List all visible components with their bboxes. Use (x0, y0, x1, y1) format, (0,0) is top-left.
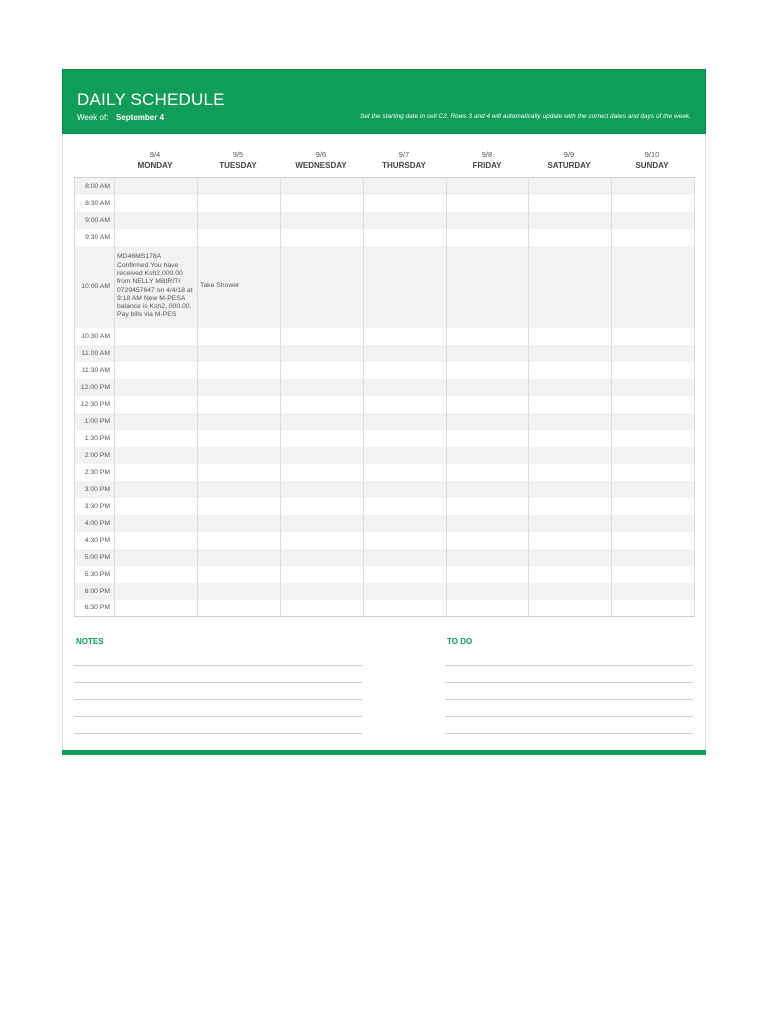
schedule-cell[interactable] (447, 600, 529, 617)
schedule-cell[interactable] (612, 515, 695, 532)
schedule-cell[interactable] (281, 328, 364, 345)
schedule-cell[interactable] (364, 229, 447, 246)
schedule-cell[interactable] (447, 195, 529, 212)
schedule-cell[interactable] (364, 549, 447, 566)
day-header-saturday (528, 150, 610, 172)
schedule-cell[interactable] (364, 515, 447, 532)
schedule-cell[interactable] (198, 583, 281, 600)
day-name: SUNDAY (635, 161, 669, 170)
schedule-cell[interactable] (198, 379, 281, 396)
schedule-cell[interactable] (281, 447, 364, 464)
schedule-cell[interactable] (612, 362, 695, 379)
day-name: SATURDAY (547, 161, 591, 170)
schedule-cell[interactable] (612, 413, 695, 430)
schedule-cell[interactable] (529, 212, 612, 229)
schedule-cell[interactable] (612, 430, 695, 447)
schedule-cell[interactable] (529, 379, 612, 396)
time-label: 8:30 AM (75, 195, 115, 212)
schedule-cell[interactable] (115, 566, 198, 583)
day-date: 9/7 (398, 150, 410, 159)
time-row (75, 379, 695, 396)
schedule-cell[interactable] (529, 229, 612, 246)
day-header-tuesday (197, 150, 279, 172)
time-row (75, 246, 695, 328)
schedule-cell[interactable] (198, 447, 281, 464)
schedule-cell[interactable] (198, 195, 281, 212)
day-header-thursday (363, 150, 445, 172)
notes-line[interactable] (74, 716, 362, 717)
time-label: 2:00 PM (75, 447, 115, 464)
schedule-cell[interactable] (281, 246, 364, 328)
schedule-cell[interactable] (364, 566, 447, 583)
schedule-cell[interactable] (281, 600, 364, 617)
schedule-cell[interactable] (447, 464, 529, 481)
todo-line[interactable] (445, 665, 693, 666)
schedule-cell[interactable] (612, 481, 695, 498)
time-row (75, 464, 695, 481)
time-row (75, 549, 695, 566)
schedule-cell[interactable] (447, 246, 529, 328)
schedule-cell[interactable] (612, 498, 695, 515)
schedule-cell[interactable]: Take Shower (198, 246, 281, 328)
time-label: 10:30 AM (75, 328, 115, 345)
schedule-cell[interactable] (364, 396, 447, 413)
schedule-cell[interactable] (612, 229, 695, 246)
day-header-friday (446, 150, 528, 172)
time-row (75, 178, 695, 195)
time-label: 3:00 PM (75, 481, 115, 498)
day-date: 9/6 (315, 150, 327, 159)
day-header-monday (114, 150, 196, 172)
instruction-text: Set the starting date in cell C2. Rows 3 and 4 will automatically update with the correct dates and days of the week. (360, 113, 691, 120)
time-row (75, 532, 695, 549)
schedule-cell[interactable] (115, 430, 198, 447)
schedule-cell[interactable] (281, 549, 364, 566)
schedule-cell[interactable] (612, 396, 695, 413)
schedule-cell[interactable] (281, 515, 364, 532)
day-header-sunday (611, 150, 693, 172)
schedule-grid (74, 177, 695, 617)
schedule-cell[interactable] (115, 396, 198, 413)
schedule-cell[interactable] (364, 430, 447, 447)
time-row (75, 229, 695, 246)
schedule-cell[interactable] (612, 246, 695, 328)
day-date: 9/5 (232, 150, 244, 159)
todo-line[interactable] (445, 682, 693, 683)
schedule-cell[interactable] (198, 362, 281, 379)
schedule-cell[interactable] (364, 583, 447, 600)
schedule-cell[interactable] (529, 178, 612, 195)
schedule-cell[interactable] (364, 362, 447, 379)
schedule-cell[interactable] (529, 600, 612, 617)
schedule-cell[interactable] (281, 430, 364, 447)
schedule-cell[interactable] (198, 178, 281, 195)
schedule-cell[interactable] (198, 345, 281, 362)
schedule-cell[interactable] (612, 328, 695, 345)
day-date: 9/4 (149, 150, 161, 159)
schedule-cell[interactable] (281, 212, 364, 229)
schedule-cell[interactable] (281, 396, 364, 413)
schedule-cell[interactable] (447, 212, 529, 229)
schedule-cell[interactable] (198, 464, 281, 481)
time-label: 1:30 PM (75, 430, 115, 447)
schedule-cell[interactable] (364, 195, 447, 212)
day-name: MONDAY (137, 161, 173, 170)
time-row (75, 498, 695, 515)
schedule-cell[interactable] (364, 498, 447, 515)
day-date: 9/8 (481, 150, 493, 159)
time-label: 9:00 AM (75, 212, 115, 229)
schedule-cell[interactable] (115, 464, 198, 481)
schedule-cell[interactable] (447, 566, 529, 583)
schedule-cell[interactable] (115, 498, 198, 515)
schedule-cell[interactable] (529, 362, 612, 379)
notes-line[interactable] (74, 682, 362, 683)
time-label: 5:30 PM (75, 566, 115, 583)
schedule-cell[interactable] (447, 515, 529, 532)
time-row (75, 515, 695, 532)
schedule-cell[interactable] (198, 532, 281, 549)
time-label: 12:30 PM (75, 396, 115, 413)
schedule-cell[interactable] (198, 413, 281, 430)
schedule-cell[interactable] (529, 396, 612, 413)
time-label: 4:30 PM (75, 532, 115, 549)
schedule-cell[interactable] (612, 379, 695, 396)
schedule-cell[interactable] (529, 498, 612, 515)
schedule-cell[interactable] (281, 195, 364, 212)
schedule-cell[interactable] (115, 379, 198, 396)
time-row (75, 396, 695, 413)
time-label: 6:00 PM (75, 583, 115, 600)
schedule-cell[interactable] (115, 447, 198, 464)
schedule-cell[interactable] (612, 583, 695, 600)
schedule-cell[interactable] (115, 481, 198, 498)
schedule-cell[interactable] (115, 600, 198, 617)
schedule-cell[interactable] (529, 532, 612, 549)
schedule-cell[interactable] (447, 229, 529, 246)
schedule-cell[interactable] (447, 447, 529, 464)
schedule-cell[interactable] (198, 549, 281, 566)
schedule-cell[interactable] (198, 498, 281, 515)
schedule-cell[interactable] (281, 229, 364, 246)
schedule-cell[interactable] (529, 430, 612, 447)
schedule-cell[interactable] (281, 566, 364, 583)
schedule-cell[interactable] (447, 532, 529, 549)
time-row (75, 600, 695, 617)
schedule-cell[interactable] (364, 212, 447, 229)
schedule-cell[interactable] (364, 481, 447, 498)
schedule-cell[interactable] (612, 178, 695, 195)
time-label: 11:00 AM (75, 345, 115, 362)
schedule-cell[interactable] (281, 481, 364, 498)
schedule-cell[interactable] (115, 229, 198, 246)
time-row (75, 583, 695, 600)
schedule-cell[interactable] (115, 328, 198, 345)
schedule-cell[interactable] (529, 464, 612, 481)
schedule-cell[interactable] (198, 396, 281, 413)
schedule-cell[interactable] (115, 362, 198, 379)
schedule-cell[interactable] (115, 212, 198, 229)
time-row (75, 566, 695, 583)
time-label: 12:00 PM (75, 379, 115, 396)
schedule-cell[interactable] (281, 178, 364, 195)
week-of-label: Week of: (77, 113, 109, 122)
schedule-cell[interactable] (281, 583, 364, 600)
schedule-cell[interactable] (529, 583, 612, 600)
schedule-cell[interactable] (364, 447, 447, 464)
time-row (75, 345, 695, 362)
todo-title: TO DO (447, 637, 473, 646)
day-name: TUESDAY (219, 161, 257, 170)
schedule-cell[interactable] (612, 447, 695, 464)
time-label: 5:00 PM (75, 549, 115, 566)
time-label: 11:30 AM (75, 362, 115, 379)
time-label: 3:30 PM (75, 498, 115, 515)
schedule-cell[interactable] (529, 246, 612, 328)
schedule-cell[interactable] (447, 379, 529, 396)
schedule-cell[interactable] (198, 430, 281, 447)
schedule-cell[interactable] (447, 583, 529, 600)
time-row (75, 481, 695, 498)
schedule-cell[interactable] (529, 345, 612, 362)
schedule-cell[interactable] (115, 532, 198, 549)
schedule-cell[interactable] (281, 498, 364, 515)
schedule-cell[interactable] (281, 362, 364, 379)
schedule-cell[interactable] (447, 498, 529, 515)
todo-line[interactable] (445, 733, 693, 734)
todo-line[interactable] (445, 699, 693, 700)
notes-line[interactable] (74, 699, 362, 700)
schedule-cell[interactable] (447, 430, 529, 447)
schedule-cell[interactable] (198, 600, 281, 617)
schedule-cell[interactable] (198, 328, 281, 345)
notes-title: NOTES (76, 637, 104, 646)
schedule-cell[interactable] (115, 549, 198, 566)
schedule-cell[interactable] (529, 413, 612, 430)
time-label: 6:30 PM (75, 600, 115, 617)
schedule-cell[interactable] (115, 195, 198, 212)
schedule-cell[interactable] (115, 413, 198, 430)
schedule-cell[interactable] (529, 328, 612, 345)
time-row (75, 212, 695, 229)
schedule-cell[interactable] (198, 212, 281, 229)
time-row (75, 430, 695, 447)
schedule-cell[interactable] (364, 379, 447, 396)
schedule-cell[interactable] (447, 345, 529, 362)
schedule-cell[interactable] (529, 481, 612, 498)
schedule-cell[interactable] (198, 515, 281, 532)
day-header-wednesday (280, 150, 362, 172)
time-row (75, 362, 695, 379)
schedule-cell[interactable] (447, 481, 529, 498)
schedule-cell[interactable] (364, 413, 447, 430)
schedule-cell[interactable] (447, 549, 529, 566)
todo-line[interactable] (445, 716, 693, 717)
time-label: 2:30 PM (75, 464, 115, 481)
time-label: 4:00 PM (75, 515, 115, 532)
schedule-cell[interactable] (612, 532, 695, 549)
schedule-cell[interactable] (364, 178, 447, 195)
time-label: 8:00 AM (75, 178, 115, 195)
schedule-cell[interactable] (612, 464, 695, 481)
schedule-cell[interactable] (364, 532, 447, 549)
schedule-cell[interactable] (281, 532, 364, 549)
schedule-cell[interactable] (612, 212, 695, 229)
day-date: 9/9 (563, 150, 575, 159)
schedule-cell[interactable] (447, 178, 529, 195)
header-band (62, 69, 706, 134)
schedule-cell[interactable] (364, 600, 447, 617)
schedule-cell[interactable] (529, 549, 612, 566)
schedule-cell[interactable]: MD46MS178A Confirmed.You have received Ksh2,000.00 from NELLY MBIRITI 0729457647 on 4/4/18 at 9:18 AM New M-PESA balance is Ksh2, 000.00. Pay bills via M-PES (115, 246, 198, 328)
schedule-cell[interactable] (281, 345, 364, 362)
schedule-cell[interactable] (115, 583, 198, 600)
time-label: 10:00 AM (75, 246, 115, 328)
time-row (75, 413, 695, 430)
week-of-value[interactable]: September 4 (116, 113, 165, 122)
schedule-cell[interactable] (612, 600, 695, 617)
schedule-cell[interactable] (612, 549, 695, 566)
schedule-cell[interactable] (529, 447, 612, 464)
page-title: DAILY SCHEDULE (77, 90, 225, 109)
schedule-cell[interactable] (281, 413, 364, 430)
schedule-cell[interactable] (612, 345, 695, 362)
schedule-cell[interactable] (198, 566, 281, 583)
schedule-cell[interactable] (447, 413, 529, 430)
notes-line[interactable] (74, 665, 362, 666)
schedule-cell[interactable] (447, 396, 529, 413)
schedule-cell[interactable] (529, 515, 612, 532)
schedule-cell[interactable] (115, 345, 198, 362)
schedule-cell[interactable] (364, 328, 447, 345)
schedule-cell[interactable] (612, 566, 695, 583)
schedule-cell[interactable] (115, 515, 198, 532)
schedule-cell[interactable] (281, 379, 364, 396)
schedule-cell[interactable] (529, 566, 612, 583)
time-row (75, 328, 695, 345)
notes-line[interactable] (74, 733, 362, 734)
footer-bar (62, 750, 706, 755)
schedule-cell[interactable] (447, 328, 529, 345)
schedule-cell[interactable] (612, 195, 695, 212)
time-row (75, 195, 695, 212)
schedule-cell[interactable] (198, 481, 281, 498)
day-name: THURSDAY (382, 161, 426, 170)
day-name: WEDNESDAY (295, 161, 347, 170)
schedule-cell[interactable] (529, 195, 612, 212)
schedule-cell[interactable] (364, 246, 447, 328)
schedule-cell[interactable] (447, 362, 529, 379)
day-name: FRIDAY (472, 161, 502, 170)
schedule-cell[interactable] (115, 178, 198, 195)
schedule-cell[interactable] (281, 464, 364, 481)
day-date: 9/10 (644, 150, 660, 159)
time-label: 9:30 AM (75, 229, 115, 246)
schedule-cell[interactable] (364, 345, 447, 362)
time-row (75, 447, 695, 464)
schedule-cell[interactable] (364, 464, 447, 481)
schedule-cell[interactable] (198, 229, 281, 246)
time-label: 1:00 PM (75, 413, 115, 430)
